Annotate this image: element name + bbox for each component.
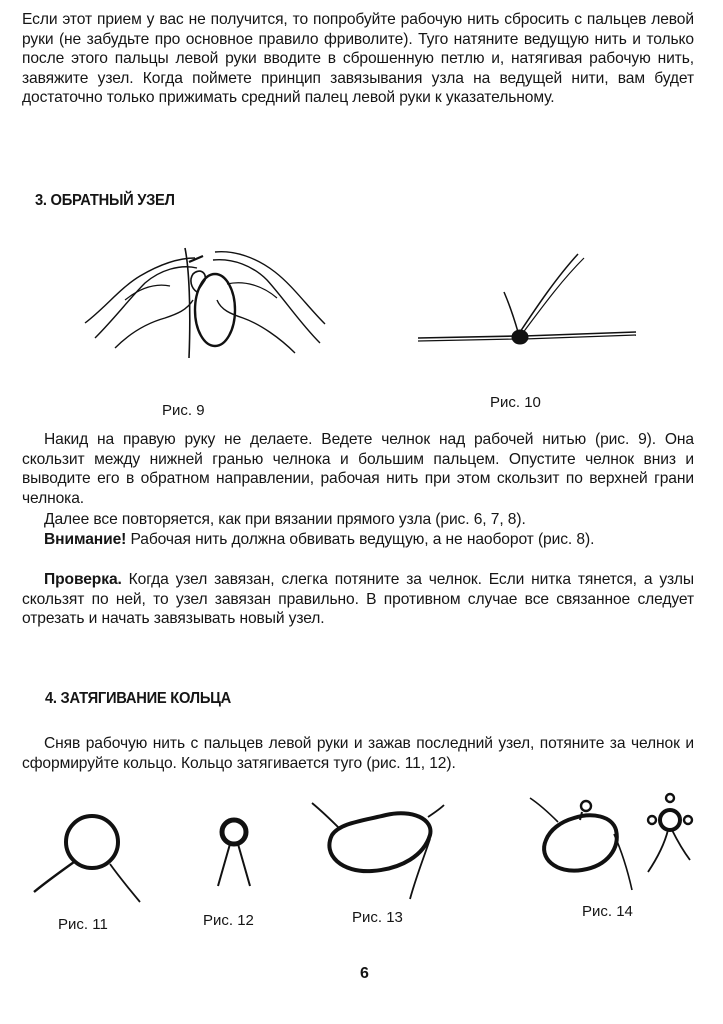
section-3-paragraph-1: Накид на правую руку не делаете. Ведете челнок над рабочей нитью (рис. 9). Она скользит между нижней гранью челнока и большим пальцем. Опустите челнок вниз и выводите его в обратном направлении, рабочая нить при этом скользит по верхней грани челнока.: [22, 431, 694, 507]
attention-label: Внимание!: [44, 531, 127, 548]
check-paragraph: [22, 570, 694, 629]
section-4-paragraph: Сняв рабочую нить с пальцев левой руки и зажав последний узел, потяните за челнок и сформируйте кольцо. Кольцо затягивается туго (рис. 11, 12).: [22, 735, 694, 772]
figure-12-illustration: [208, 812, 268, 892]
section-3-heading: 3. ОБРАТНЫЙ УЗЕЛ: [35, 192, 175, 209]
page-number: 6: [360, 965, 369, 982]
figure-13-caption: Рис. 13: [352, 909, 403, 926]
figure-14-illustration: [530, 790, 710, 900]
check-label: Проверка.: [44, 571, 122, 588]
section-4-heading: 4. ЗАТЯГИВАНИЕ КОЛЬЦА: [45, 690, 231, 707]
figure-14-caption: Рис. 14: [582, 903, 633, 920]
figure-9-illustration: [85, 228, 325, 368]
figure-13-illustration: [312, 795, 462, 905]
section-3-paragraph-2: Далее все повторяется, как при вязании прямого узла (рис. 6, 7, 8).: [44, 511, 526, 528]
figure-11-illustration: [30, 808, 150, 908]
figure-9-caption: Рис. 9: [162, 402, 205, 419]
intro-paragraph: Если этот прием у вас не получится, то попробуйте рабочую нить сбросить с пальцев левой руки (не забудьте про основное правило фриволите). Туго натяните ведущую нить и только после этого пальцы левой руки вводите в сброшенную петлю и, натягивая рабочую нить, завяжите узел. Когда поймете принцип завязывания узла на ведущей нити, вам будет достаточно только прижимать средний палец левой руки к указательному.: [22, 11, 694, 107]
attention-paragraph: [22, 530, 694, 550]
figure-10-caption: Рис. 10: [490, 394, 541, 411]
check-text: Когда узел завязан, слегка потяните за челнок. Если нитка тянется, а узлы скользят по ней, то узел завязан правильно. В противном случае все связанное следует отрезать и начать завязывать новый узел.: [22, 571, 694, 628]
attention-text: Рабочая нить должна обвивать ведущую, а не наоборот (рис. 8).: [126, 531, 595, 548]
figure-10-illustration: [418, 248, 638, 358]
figure-11-caption: Рис. 11: [58, 916, 108, 933]
figure-12-caption: Рис. 12: [203, 912, 254, 929]
